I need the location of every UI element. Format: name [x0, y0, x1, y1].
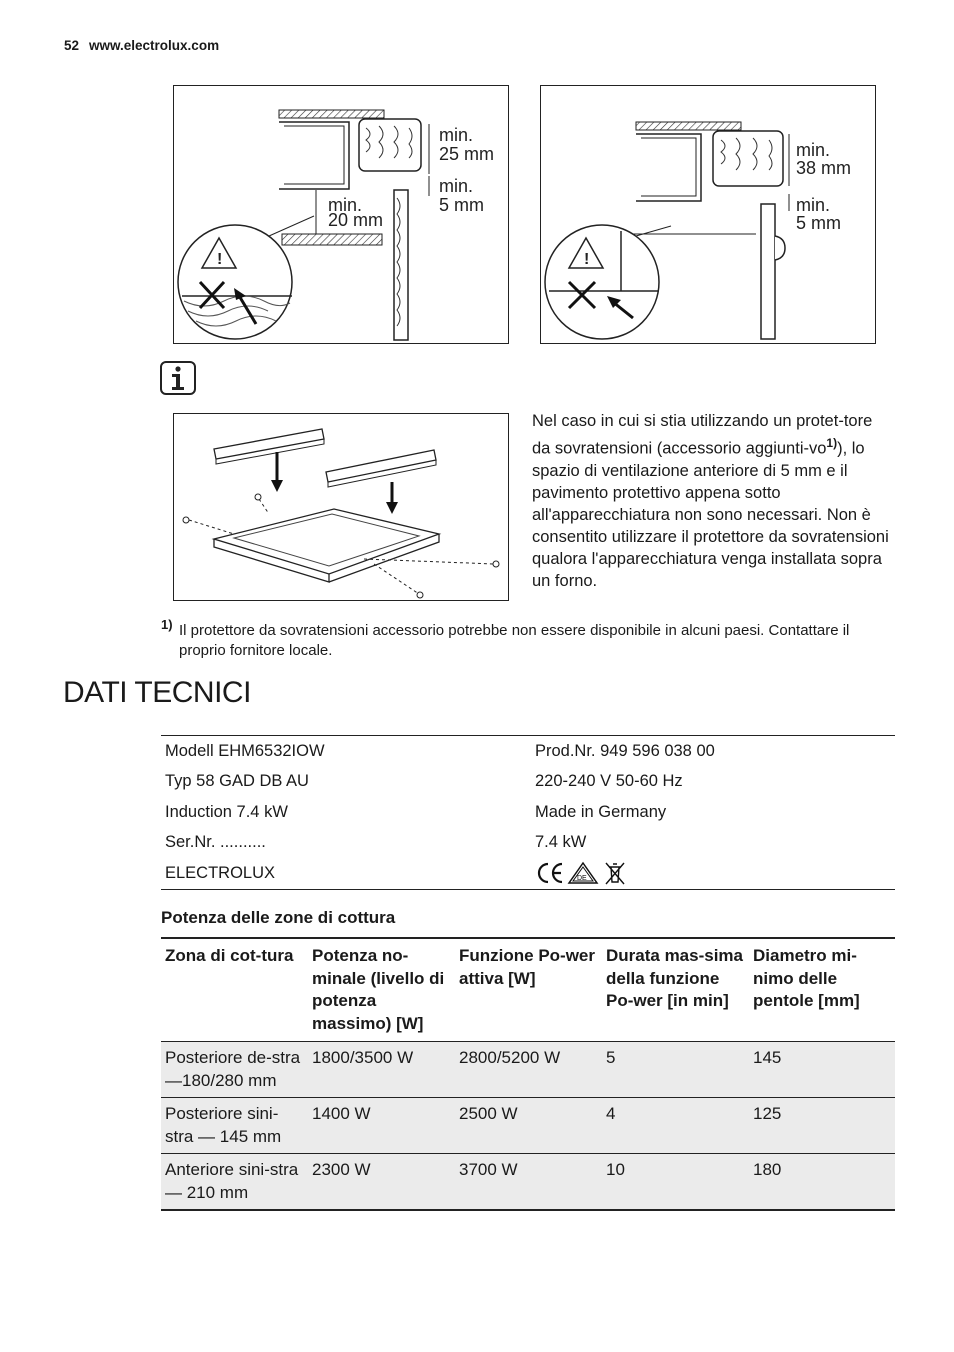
dim-label-min: min.: [439, 176, 474, 196]
note-text-a: Nel caso in cui si stia utilizzando un protet-tore da sovratensioni (accessorio aggiunti-vo: [532, 412, 873, 458]
spec-row: [161, 797, 895, 828]
installation-figure-left: [173, 85, 509, 344]
spec-row: [161, 858, 895, 889]
dim-label-5mm: 5 mm: [439, 195, 484, 215]
dim-label-38mm: 38 mm: [796, 158, 852, 178]
table-cell: 145: [749, 1042, 895, 1098]
ce-mark-icon: [535, 861, 565, 885]
footnote-ref: 1): [826, 436, 838, 450]
table-cell: 3700 W: [455, 1154, 602, 1211]
dim-label-min: min.: [796, 140, 831, 160]
footnote-mark: 1): [161, 617, 173, 632]
spec-cell: Ser.Nr. ..........: [165, 833, 266, 852]
spec-cell: Induction 7.4 kW: [165, 802, 288, 821]
table-row: [161, 1154, 895, 1211]
weee-bin-icon: [603, 861, 627, 885]
dim-label-min: min.: [796, 195, 831, 215]
svg-text:!: !: [584, 251, 590, 268]
spec-cell: ELECTROLUX: [165, 863, 276, 882]
table-cell: Posteriore sini-stra — 145 mm: [161, 1098, 308, 1154]
table-header-row: [161, 938, 895, 1042]
table-cell: 5: [602, 1042, 749, 1098]
column-header: Durata mas-sima della funzione Po-wer [in min]: [602, 938, 749, 1042]
column-header: Zona di cot-tura: [161, 938, 308, 1042]
table-row: [161, 1098, 895, 1154]
svg-text:DE: DE: [577, 875, 587, 883]
dim-label-min: min.: [439, 125, 474, 145]
table-cell: Anteriore sini-stra — 210 mm: [161, 1154, 308, 1211]
footnote-text: Il protettore da sovratensioni accessorio potrebbe non essere disponibile in alcuni paesi. Contattare il proprio fornitore locale.: [179, 622, 850, 659]
table-cell: 1800/3500 W: [308, 1042, 455, 1098]
table-cell: Posteriore de-stra —180/280 mm: [161, 1042, 308, 1098]
column-header: Funzione Po-wer attiva [W]: [455, 938, 602, 1042]
info-icon: [160, 361, 196, 395]
section-title: DATI TECNICI: [63, 676, 251, 709]
spec-cell: 220-240 V 50-60 Hz: [535, 772, 683, 791]
spec-cell: Modell EHM6532IOW: [165, 741, 325, 760]
column-header: Potenza no-minale (livello di potenza massimo) [W]: [308, 938, 455, 1042]
page-header: [64, 38, 219, 53]
dim-label-5mm: 5 mm: [796, 213, 841, 233]
installation-figure-right: [540, 85, 876, 344]
table-row: [161, 1042, 895, 1098]
table-cell: 1400 W: [308, 1098, 455, 1154]
spec-cell: Prod.Nr. 949 596 038 00: [535, 741, 715, 760]
spec-row: [161, 828, 895, 859]
note-text-b: ), lo spazio di ventilazione anteriore di 5 mm e il pavimento protettivo appena sotto all'apparecchiatura non sono necessari. Non è consentito utilizzare il protettore da sovratensioni qualora l'apparecchiatura venga installata sopra un forno.: [532, 439, 889, 590]
spec-cell: Typ 58 GAD DB AU: [165, 772, 309, 791]
site-url: www.electrolux.com: [89, 38, 220, 53]
spec-cell: 7.4 kW: [535, 833, 587, 852]
svg-text:!: !: [217, 251, 223, 268]
spec-cell: Made in Germany: [535, 802, 667, 821]
power-table: [161, 937, 895, 1211]
table-cell: 2300 W: [308, 1154, 455, 1211]
power-table-title: Potenza delle zone di cottura: [161, 908, 396, 927]
spec-row: [161, 736, 895, 767]
dim-label-min: min.: [328, 195, 363, 215]
table-cell: 2500 W: [455, 1098, 602, 1154]
table-cell: 180: [749, 1154, 895, 1211]
vde-mark-icon: [567, 861, 599, 885]
rating-plate: [161, 735, 895, 890]
table-cell: 10: [602, 1154, 749, 1211]
table-cell: 125: [749, 1098, 895, 1154]
spec-row: [161, 767, 895, 798]
surge-protector-note: [532, 410, 892, 592]
table-cell: 2800/5200 W: [455, 1042, 602, 1098]
surge-protector-figure: [173, 413, 509, 601]
dim-label-20mm: 20 mm: [328, 210, 384, 230]
dim-label-25mm: 25 mm: [439, 144, 495, 164]
table-cell: 4: [602, 1098, 749, 1154]
page-number: 52: [64, 38, 80, 53]
column-header: Diametro mi-nimo delle pentole [mm]: [749, 938, 895, 1042]
certification-marks: [532, 861, 627, 885]
